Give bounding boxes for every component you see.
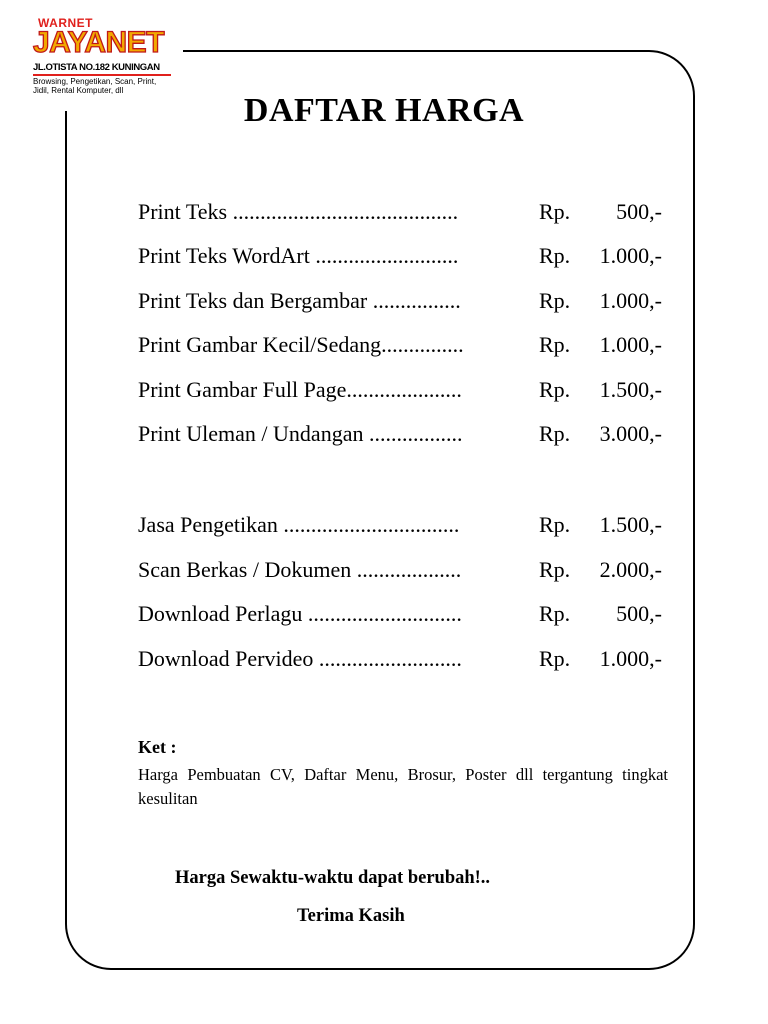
- price-change-notice: Harga Sewaktu-waktu dapat berubah!..: [175, 868, 491, 888]
- logo-brand-name: JAYANET: [33, 26, 165, 59]
- logo-services: Browsing, Pengetikan, Scan, Print, Jidil, Rental Komputer, dll: [33, 77, 157, 95]
- price-item-label: Print Teks WordArt ..........................: [138, 243, 459, 269]
- price-amount: 1.000,-: [599, 645, 662, 671]
- price-item-label: Download Perlagu ............................: [138, 601, 462, 627]
- price-row: [138, 323, 668, 367]
- price-currency: Rp.: [539, 376, 571, 402]
- price-item-label: Jasa Pengetikan ................................: [138, 512, 460, 538]
- price-currency: Rp.: [539, 287, 571, 313]
- price-currency: Rp.: [539, 601, 571, 627]
- page-title: DAFTAR HARGA: [243, 92, 525, 129]
- price-currency: Rp.: [539, 199, 571, 224]
- price-list: [138, 190, 668, 681]
- price-currency: Rp.: [539, 645, 571, 671]
- price-row: [138, 190, 668, 234]
- ket-note: Harga Pembuatan CV, Daftar Menu, Brosur, Poster dll tergantung tingkat kesulitan: [138, 765, 668, 808]
- price-amount: 1.000,-: [599, 243, 662, 269]
- price-currency: Rp.: [539, 556, 571, 582]
- price-amount: 500,-: [616, 199, 662, 224]
- price-item-label: Download Pervideo ..........................: [138, 645, 462, 671]
- price-item-label: Print Gambar Full Page.....................: [138, 376, 462, 402]
- price-row: [138, 548, 668, 592]
- price-currency: Rp.: [539, 243, 571, 269]
- price-amount: 1.000,-: [599, 287, 662, 313]
- price-currency: Rp.: [539, 512, 571, 538]
- price-amount: 500,-: [616, 601, 662, 627]
- ket-heading: Ket :: [138, 737, 177, 757]
- logo-divider: [33, 74, 171, 76]
- price-currency: Rp.: [539, 420, 571, 446]
- logo-top-label: WARNET: [38, 16, 93, 30]
- price-item-label: Print Teks .........................................: [138, 199, 459, 224]
- price-row: [138, 637, 668, 681]
- price-amount: 1.500,-: [599, 376, 662, 402]
- thank-you-text: Terima Kasih: [297, 906, 405, 926]
- price-item-label: Print Gambar Kecil/Sedang...............: [138, 332, 464, 358]
- price-item-label: Print Teks dan Bergambar ................: [138, 287, 461, 313]
- price-amount: 1.500,-: [599, 512, 662, 538]
- price-item-label: Print Uleman / Undangan .................: [138, 420, 463, 446]
- price-row: [138, 234, 668, 278]
- price-row: [138, 368, 668, 412]
- logo-address: JL.OTISTA NO.182 KUNINGAN: [33, 62, 160, 73]
- price-row: [138, 592, 668, 636]
- price-row: [138, 279, 668, 323]
- price-item-label: Scan Berkas / Dokumen ...................: [138, 556, 462, 582]
- price-currency: Rp.: [539, 332, 571, 358]
- price-row: [138, 503, 668, 547]
- price-amount: 1.000,-: [599, 332, 662, 358]
- price-amount: 3.000,-: [599, 420, 662, 446]
- warnet-logo: [33, 16, 183, 111]
- price-row: [138, 412, 668, 456]
- price-amount: 2.000,-: [599, 556, 662, 582]
